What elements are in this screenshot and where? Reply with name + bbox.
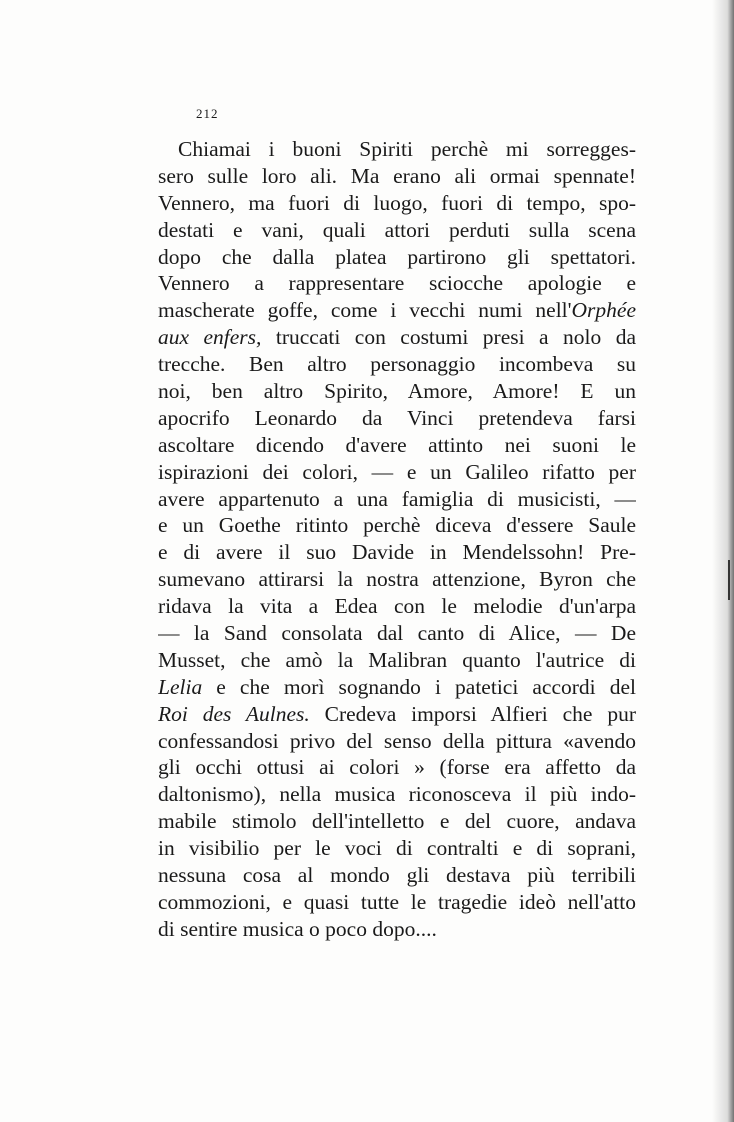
text-line: di sentire musica o poco dopo.... (158, 916, 437, 941)
text-line (158, 674, 636, 701)
text-line: ridava la vita a Edea con le melodie d'un'arpa (158, 594, 636, 619)
text-line: e di avere il suo Davide in Mendelssohn! Pre- (158, 540, 636, 565)
text-line: Musset, che amò la Malibran quanto l'autrice di (158, 647, 636, 672)
text-line: nessuna cosa al mondo gli destava più terribili (158, 863, 636, 888)
page-edge-mark (728, 560, 730, 600)
text-line: ascoltare dicendo d'avere attinto nei suoni le (158, 432, 636, 457)
italic-title: Roi des Aulnes. (158, 701, 310, 726)
text-line: — la Sand consolata dal canto di Alice, — De (158, 621, 636, 646)
body-text (158, 136, 636, 943)
text-line: apocrifo Leonardo da Vinci pretendeva farsi (158, 405, 636, 430)
text-line: trecche. Ben altro personaggio incombeva su (158, 352, 636, 377)
text-line: commozioni, e quasi tutte le tragedie ideò nell'atto (158, 889, 636, 914)
page-edge-shadow (712, 0, 734, 1122)
text-line: Vennero, ma fuori di luogo, fuori di tempo, spo- (158, 190, 636, 215)
text-line (158, 297, 636, 324)
text-line (158, 324, 636, 351)
text-line (158, 701, 636, 728)
text-line: dopo che dalla platea partirono gli spettatori. (158, 244, 636, 269)
text-line: avere appartenuto a una famiglia di musicisti, — (158, 486, 636, 511)
text-line: confessandosi privo del senso della pittura «avendo (158, 728, 636, 753)
text-span: mascherate goffe, come i vecchi numi nell' (158, 298, 572, 323)
text-line: Vennero a rappresentare sciocche apologie e (158, 271, 636, 296)
page-number: 212 (196, 106, 219, 121)
text-line: destati e vani, quali attori perduti sulla scena (158, 217, 636, 242)
text-line: gli occhi ottusi ai colori » (forse era affetto da (158, 755, 636, 780)
text-span: e che morì sognando i patetici accordi del (202, 674, 636, 699)
text-line: sumevano attirarsi la nostra attenzione, Byron che (158, 567, 636, 592)
text-span: Credeva imporsi Alfieri che pur (309, 701, 636, 726)
text-line: ispirazioni dei colori, — e un Galileo rifatto per (158, 459, 636, 484)
text-line: sero sulle loro ali. Ma erano ali ormai spennate! (158, 163, 636, 188)
text-line: in visibilio per le voci di contralti e di soprani, (158, 836, 636, 861)
text-line: e un Goethe ritinto perchè diceva d'essere Saule (158, 513, 636, 538)
italic-title: Lelia (158, 674, 203, 699)
italic-title: aux enfers, (158, 325, 262, 350)
text-line: mabile stimolo dell'intelletto e del cuore, andava (158, 809, 636, 834)
text-line: daltonismo), nella musica riconosceva il più indo- (158, 782, 636, 807)
text-line: Chiamai i buoni Spiriti perchè mi sorregges- (178, 137, 636, 161)
text-line: noi, ben altro Spirito, Amore, Amore! E un (158, 379, 636, 404)
italic-title: Orphée (571, 298, 636, 323)
text-span: truccati con costumi presi a nolo da (261, 325, 636, 350)
